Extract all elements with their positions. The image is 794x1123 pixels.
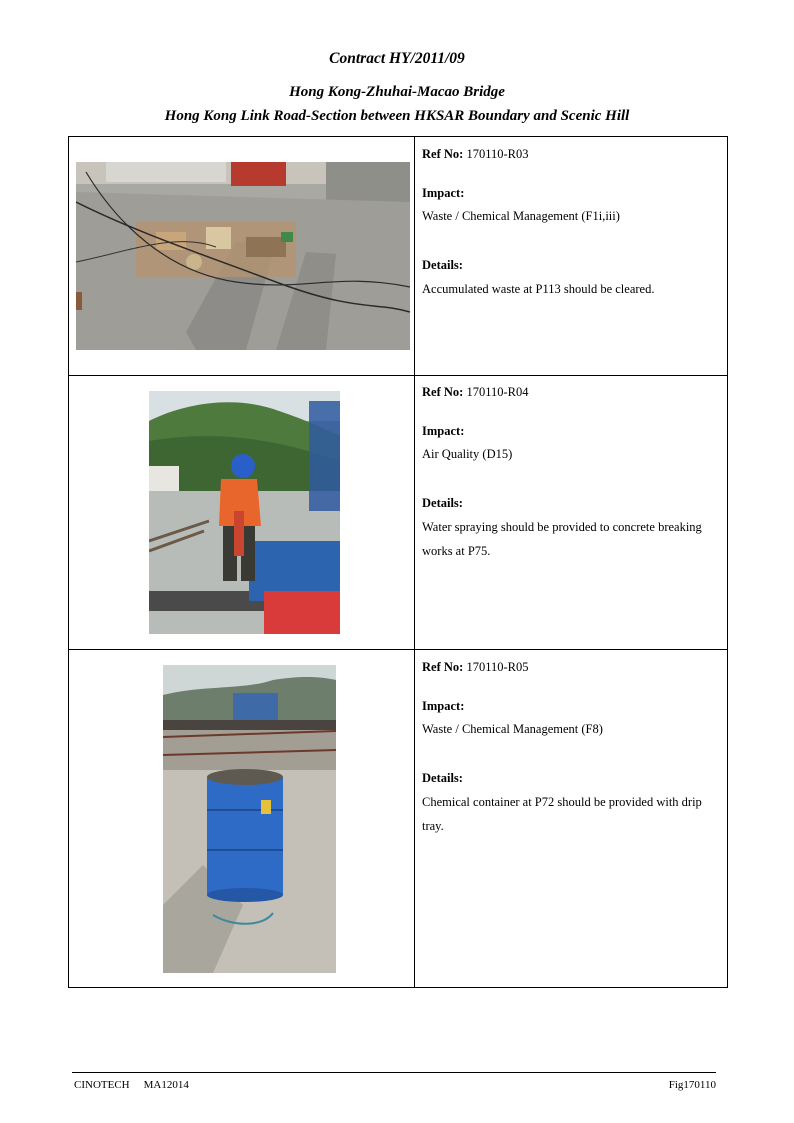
ref-number: 170110-R03	[466, 147, 529, 161]
footer-company: CINOTECH	[74, 1079, 130, 1091]
details-label: Details:	[422, 771, 463, 785]
details-text: works at P75.	[422, 544, 491, 558]
project-title: Hong Kong-Zhuhai-Macao Bridge	[289, 84, 505, 100]
detail-cell	[415, 650, 727, 987]
detail-cell	[415, 137, 727, 375]
footer-left	[74, 1079, 203, 1091]
detail-cell	[415, 376, 727, 649]
impact-label: Impact:	[422, 186, 465, 200]
details-label: Details:	[422, 258, 463, 272]
footer-figure-number: Fig170110	[668, 1079, 716, 1091]
details-text: tray.	[422, 819, 444, 833]
site-photo-chemical-drum	[163, 665, 336, 973]
photo-cell	[69, 376, 415, 649]
photo-cell	[69, 650, 415, 987]
details-label: Details:	[422, 496, 463, 510]
details-text: Chemical container at P72 should be provided with drip	[422, 795, 702, 809]
ref-number: 170110-R05	[466, 660, 529, 674]
ref-number: 170110-R04	[466, 385, 529, 399]
table-row	[69, 650, 727, 987]
site-photo-waste	[76, 162, 410, 350]
footer-divider	[72, 1072, 716, 1073]
ref-label: Ref No:	[422, 147, 464, 161]
details-text: Accumulated waste at P113 should be cleared.	[422, 282, 655, 296]
observation-table	[68, 136, 728, 988]
contract-title: Contract HY/2011/09	[329, 50, 465, 67]
site-photo-concrete-breaking	[149, 391, 340, 634]
ref-label: Ref No:	[422, 660, 464, 674]
impact-text: Waste / Chemical Management (F8)	[422, 722, 603, 736]
table-row	[69, 376, 727, 650]
footer-ref: MA12014	[143, 1079, 189, 1091]
impact-label: Impact:	[422, 424, 465, 438]
photo-cell	[69, 137, 415, 375]
impact-text: Air Quality (D15)	[422, 447, 513, 461]
table-row	[69, 137, 727, 376]
details-text: Water spraying should be provided to concrete breaking	[422, 520, 702, 534]
ref-label: Ref No:	[422, 385, 464, 399]
section-title: Hong Kong Link Road-Section between HKSAR Boundary and Scenic Hill	[164, 108, 630, 124]
impact-text: Waste / Chemical Management (F1i,iii)	[422, 209, 620, 223]
impact-label: Impact:	[422, 699, 465, 713]
